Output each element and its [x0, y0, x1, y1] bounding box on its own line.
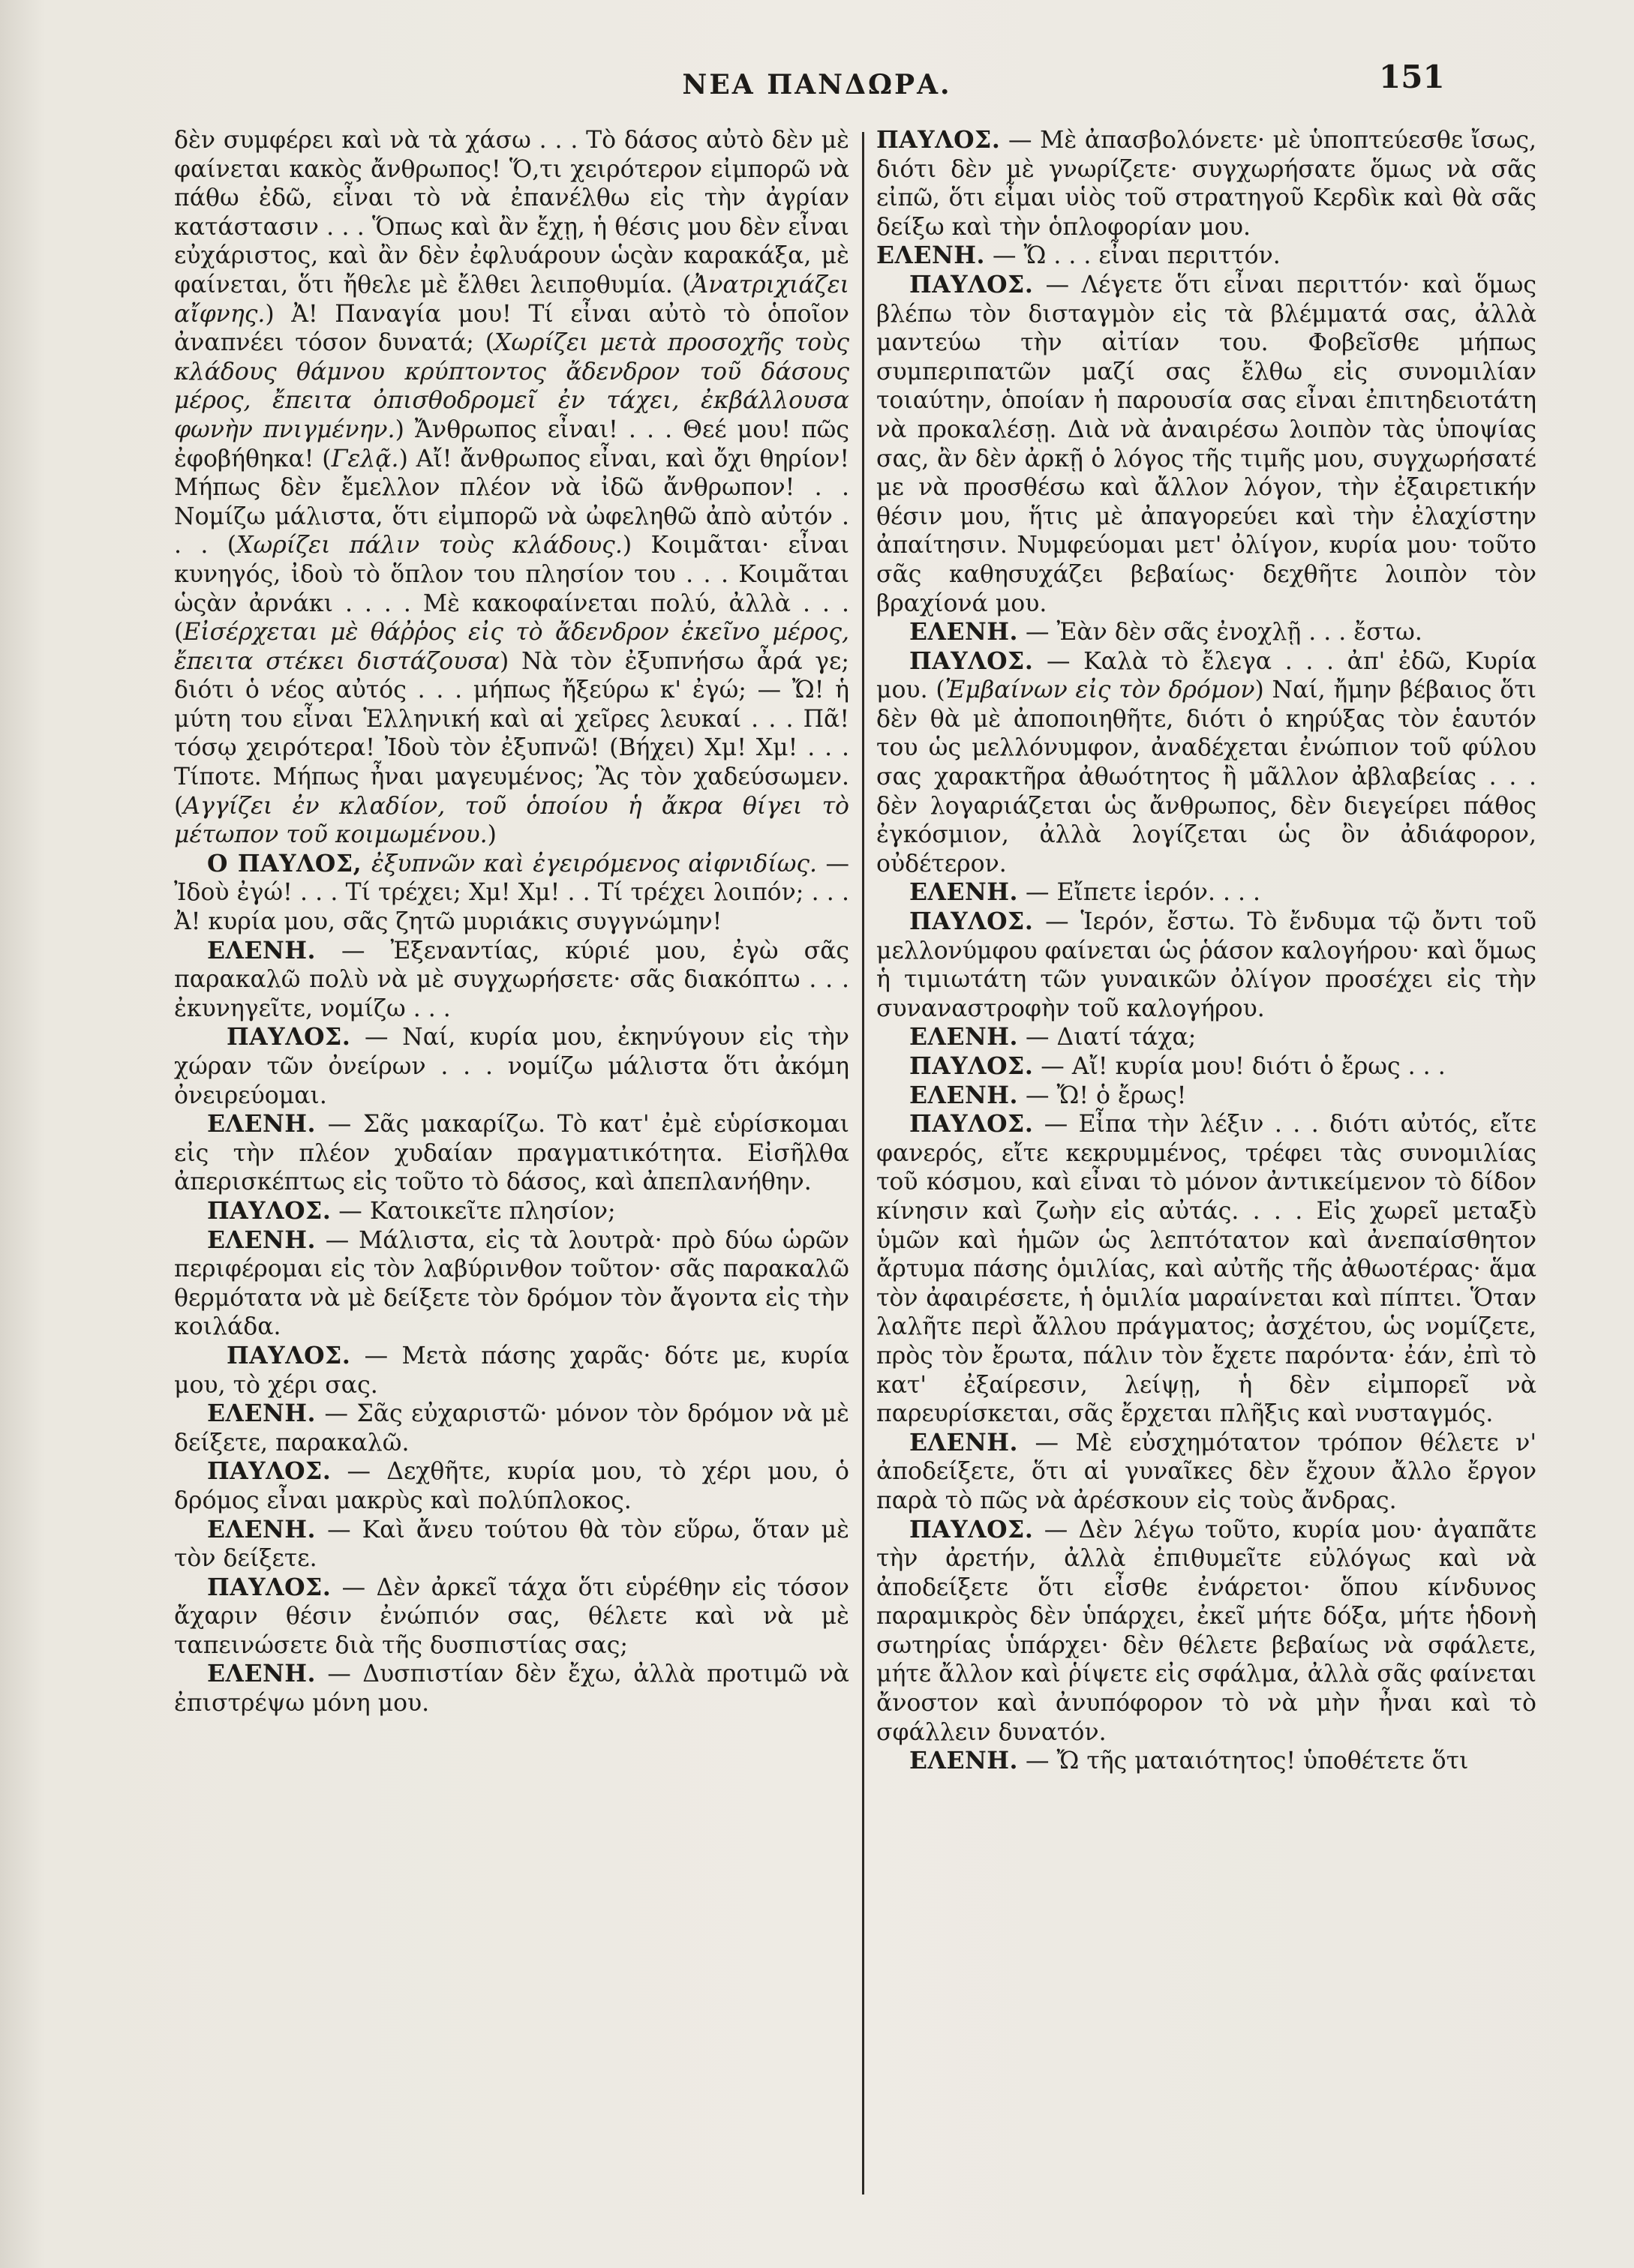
page-number: 151: [1379, 58, 1445, 95]
dialogue-text: — Ὤ τῆς ματαιότητος! ὑποθέτετε ὅτι: [1017, 1748, 1469, 1775]
speaker-name: ΠΑΥΛΟΣ.: [909, 1052, 1034, 1080]
dialogue-text: ) Κοιμᾶται· εἶναι κυνηγός, ἰδοὺ τὸ ὅπλον του πλησίον του . . . Κοιμᾶται ὡςὰν ἀρνάκι . . . . Μὲ κακοφαίνεται πολύ, ἀλλὰ . . . (: [174, 532, 849, 646]
speaker-name: ΕΛΕΝΗ.: [207, 1226, 316, 1254]
dialogue-text: — Εἴπετε ἱερόν. . . .: [1017, 879, 1261, 907]
dialogue-paragraph: [876, 126, 1536, 242]
dialogue-text: — Λέγετε ὅτι εἶναι περιττόν· καὶ ὅμως βλέπω τὸν δισταγμὸν εἰς τὰ βλέμματά σας, ἀλλὰ μαντεύω τὴν αἰτίαν του. Φοβεῖσθε μήπως συμπεριπατῶν μαζί σας ἔλθω εἰς συνομιλίαν τοιαύτην, ὁποίαν ἡ παρουσία σας εἶναι ἐπιτηδειοτάτη νὰ προκαλέσῃ. Διὰ νὰ ἀναιρέσω λοιπὸν τὰς ὑποψίας σας, ἂν δὲν ἀρκῇ ὁ λόγος τῆς τιμῆς μου, συγχωρήσατέ με νὰ προσθέσω καὶ ἄλλον λόγον, τὴν ἐξαιρετικήν θέσιν μου, ἥτις μὲ ἀπαγορεύει καὶ τὴν ἐλαχίστην ἀπαίτησιν. Νυμφεύομαι μετ' ὀλίγον, κυρία μου· τοῦτο σᾶς καθησυχάζει βεβαίως· δεχθῆτε λοιπὸν τὸν βραχίονά μου.: [876, 271, 1536, 617]
speaker-name: ΠΑΥΛΟΣ.: [876, 126, 1001, 154]
speaker-name: ΕΛΕΝΗ.: [207, 1400, 316, 1428]
speaker-name: ΠΑΥΛΟΣ.: [207, 1196, 332, 1225]
dialogue-paragraph: [876, 908, 1536, 1023]
dialogue-paragraph: [876, 647, 1536, 879]
stage-direction: Εἰσέρχεται μὲ θάῤῥος εἰς τὸ ἄδενδρον ἐκεῖνο μέρος, ἔπειτα στέκει διστάζουσα: [174, 619, 849, 675]
speaker-name: ΕΛΕΝΗ.: [207, 1515, 316, 1544]
dialogue-text: ): [487, 821, 497, 849]
dialogue-paragraph: [876, 1110, 1536, 1429]
running-header-title: ΝΕΑ ΠΑΝΔΩΡΑ.: [682, 69, 952, 100]
speaker-name: ΠΑΥΛΟΣ.: [207, 1457, 332, 1486]
speaker-name: ΕΛΕΝΗ.: [909, 878, 1018, 907]
speaker-name: ΠΑΥΛΟΣ.: [227, 1341, 351, 1370]
stage-direction: Χωρίζει πάλιν τοὺς κλάδους.: [236, 532, 623, 560]
speaker-name: ΕΛΕΝΗ.: [909, 1081, 1018, 1109]
dialogue-text: — Δεχθῆτε, κυρία μου, τὸ χέρι μου, ὁ δρόμος εἶναι μακρὺς καὶ πολύπλοκος.: [174, 1458, 849, 1514]
dialogue-text: — Μὲ ἀπασβολόνετε· μὲ ὑποπτεύεσθε ἴσως, διότι δὲν μὲ γνωρίζετε· συγχωρήσατε ὅμως νὰ σᾶς εἰπῶ, ὅτι εἶμαι υἱὸς τοῦ στρατηγοῦ Κερδὶκ καὶ θὰ σᾶς δείξω καὶ τὴν ὁπλοφορίαν μου.: [876, 127, 1536, 241]
dialogue-paragraph: [174, 1457, 849, 1515]
stage-direction: Αγγίζει ἐν κλαδίον, τοῦ ὁποίου ἡ ἄκρα θίγει τὸ μέτωπον τοῦ κοιμωμένου.: [174, 792, 849, 849]
stage-direction: Ἐμβαίνων εἰς τὸν δρόμον: [945, 676, 1255, 704]
dialogue-paragraph: [876, 242, 1536, 271]
dialogue-text: ) Αἴ! ἄνθρωπος εἶναι, καὶ ὄχι θηρίον! Μήπως δὲν ἔμελλον πλέον νὰ ἰδῶ ἄνθρωπον! . . Νομίζω μάλιστα, ὅτι εἰμπορῶ νὰ ὠφεληθῶ ἀπὸ αὐτόν . . . (: [174, 445, 849, 560]
stage-direction: ἐξυπνῶν καὶ ἐγειρόμενος αἰφνιδίως.: [371, 850, 818, 878]
dialogue-paragraph: [876, 271, 1536, 618]
dialogue-paragraph: [174, 1226, 849, 1342]
dialogue-text: — Δυσπιστίαν δὲν ἔχω, ἀλλὰ προτιμῶ νὰ ἐπιστρέψω μόνη μου.: [174, 1660, 849, 1718]
dialogue-text: — Σᾶς εὐχαριστῶ· μόνον τὸν δρόμον νὰ μὲ δείξετε, παρακαλῶ.: [174, 1400, 849, 1456]
speaker-name: ΠΑΥΛΟΣ.: [909, 1110, 1034, 1138]
dialogue-paragraph: [174, 126, 849, 850]
dialogue-paragraph: [174, 1110, 849, 1197]
speaker-name: ΕΛΕΝΗ.: [909, 1747, 1018, 1775]
speaker-name: ΠΑΥΛΟΣ.: [909, 908, 1034, 936]
stage-direction: Χωρίζει μετὰ προσοχῆς τοὺς κλάδους θάμνου κρύπτοντος ἄδενδρον τοῦ δάσους μέρος, ἔπειτα ὀπισθοδρομεῖ ἐν τάχει, ἐκβάλλουσα φωνὴν πνιγμένην.: [174, 329, 849, 443]
dialogue-text: — Μάλιστα, εἰς τὰ λουτρὰ· πρὸ δύω ὡρῶν περιφέρομαι εἰς τὸν λαβύρινθον τοῦτον· σᾶς παρακαλῶ θερμότατα νὰ μὲ δείξετε τὸν δρόμον τὸν ἄγοντα εἰς τὴν κοιλάδα.: [174, 1226, 849, 1341]
dialogue-paragraph: [174, 1342, 849, 1400]
speaker-name: ΕΛΕΝΗ.: [909, 1023, 1018, 1052]
dialogue-text: — Σᾶς μακαρίζω. Τὸ κατ' ἐμὲ εὑρίσκομαι εἰς τὴν πλέον χυδαίαν πραγματικότητα. Εἰσῆλθα ἀπερισκέπτως εἰς τοῦτο τὸ δάσος, καὶ ἀπεπλανήθην.: [174, 1111, 849, 1196]
dialogue-text: — Κατοικεῖτε πλησίον;: [331, 1197, 616, 1225]
dialogue-text: — Διατί τάχα;: [1017, 1024, 1197, 1052]
dialogue-paragraph: [876, 1082, 1536, 1111]
dialogue-text: — Εἶπα τὴν λέξιν . . . διότι αὐτός, εἴτε φανερός, εἴτε κεκρυμμένος, τρέφει τὰς συνομιλίας τοῦ κόσμου, καὶ εἶναι τὸ μόνον ἀντικείμενον τὸ δίδον κίνησιν καὶ ζωὴν εἰς αὐτάς. . . . Εἰς χωρεῖ μεταξὺ ὑμῶν καὶ ἡμῶν ὡς λεπτότατον καὶ ἀνεπαίσθητον ἄρτυμα πάσης ὁμιλίας, καὶ αὐτῆς τῆς ἀθωοτέρας· ἅμα τὸν ἀφαιρέσετε, ἡ ὁμιλία μαραίνεται καὶ πίπτει. Ὅταν λαλῆτε περὶ ἄλλου πράγματος; ἀσχέτου, ὡς νομίζετε, πρὸς τὸν ἔρωτα, πάλιν τὸν ἔχετε παρόντα· ἐάν, ἐπὶ τὸ κατ' ἐξαίρεσιν, λείψῃ, ἡ δὲν εἰμπορεῖ νὰ παρευρίσκεται, σᾶς ἔρχεται πλῆξις καὶ νυσταγμός.: [876, 1111, 1536, 1428]
dialogue-paragraph: [174, 850, 849, 937]
dialogue-text: ) Ἀ! Παναγία μου! Τί εἶναι αὐτὸ τὸ ὁποῖον ἀναπνέει τόσον δυνατά; (: [174, 300, 849, 357]
dialogue-paragraph: [174, 937, 849, 1024]
dialogue-paragraph: [876, 1023, 1536, 1052]
speaker-name: ΠΑΥΛΟΣ.: [909, 646, 1034, 675]
dialogue-text: — Ἰδοὺ ἐγώ! . . . Τί τρέχει; Χμ! Χμ! . . Τί τρέχει λοιπόν; . . . Ἀ! κυρία μου, σᾶς ζητῶ μυριάκις συγγνώμην!: [174, 850, 849, 936]
dialogue-paragraph: [174, 1660, 849, 1718]
dialogue-text: — Ναί, κυρία μου, ἐκηνύγουν εἰς τὴν χώραν τῶν ὀνείρων . . . νομίζω μάλιστα ὅτι ἀκόμη ὀνειρεύομαι.: [174, 1024, 849, 1109]
speaker-name: ΕΛΕΝΗ.: [207, 936, 316, 964]
dialogue-text: — Δὲν ἀρκεῖ τάχα ὅτι εὑρέθην εἰς τόσον ἄχαριν θέσιν ἐνώπιόν σας, θέλετε καὶ νὰ μὲ ταπεινώσετε διὰ τῆς δυσπιστίας σας;: [174, 1574, 849, 1659]
dialogue-text: — Μὲ εὐσχημότατον τρόπον θέλετε ν' ἀποδείξετε, ὅτι αἱ γυναῖκες δὲν ἔχουν ἄλλο ἔργον παρὰ τὸ πῶς νὰ ἀρέσκουν εἰς τοὺς ἄνδρας.: [876, 1429, 1536, 1514]
dialogue-text: δὲν συμφέρει καὶ νὰ τὰ χάσω . . . Τὸ δάσος αὐτὸ δὲν μὲ φαίνεται κακὸς ἄνθρωπος! Ὅ,τι χειρότερον εἰμπορῶ νὰ πάθω ἐδῶ, εἶναι τὸ νὰ ἐπανέλθω εἰς τὴν ἀγρίαν κατάστασιν . . . Ὅπως καὶ ἂν ἔχῃ, ἡ θέσις μου δὲν εἶναι εὐχάριστος, καὶ ἂν δὲν ἐφλυάρουν ὡςὰν καρακάξα, μὲ φαίνεται, ὅτι ἤθελε μὲ ἔλθει λειποθυμία. (: [174, 127, 849, 298]
speaker-name: ΕΛΕΝΗ.: [909, 618, 1018, 646]
dialogue-text: — Δὲν λέγω τοῦτο, κυρία μου· ἀγαπᾶτε τὴν ἀρετήν, ἀλλὰ ἐπιθυμεῖτε εὐλόγως καὶ νὰ ἀποδείξετε ὅτι εἶσθε ἐνάρετοι· ὅπου κίνδυνος παραμικρὸς δὲν ὑπάρχει, ἐκεῖ μήτε δόξα, μήτε ἡδονὴ σωτηρίας ὑπάρχει· δὲν θέλετε βεβαίως νὰ σφάλετε, μήτε ἄλλον καὶ ῥίψετε εἰς σφάλμα, ἀλλὰ σᾶς φαίνεται ἄνοστον καὶ ἀνυπόφορον τὸ νὰ μὴν ἦναι καὶ τὸ σφάλλειν δυνατόν.: [876, 1516, 1536, 1746]
dialogue-text: — Ἱερόν, ἔστω. Τὸ ἔνδυμα τῷ ὄντι τοῦ μελλονύμφου φαίνεται ὡς ῥάσον καλογήρου· καὶ ὅμως ἡ τιμιωτάτη τῶν γυναικῶν ὀλίγον προσέχει εἰς τὴν συναναστροφὴν τοῦ καλογήρου.: [876, 908, 1536, 1022]
dialogue-paragraph: [876, 1516, 1536, 1748]
speaker-name: ΕΛΕΝΗ.: [909, 1428, 1018, 1456]
dialogue-paragraph: [174, 1400, 849, 1457]
dialogue-text: — Μετὰ πάσης χαρᾶς· δότε με, κυρία μου, τὸ χέρι σας.: [174, 1342, 849, 1399]
dialogue-text: — Ὤ! ὁ ἔρως!: [1017, 1082, 1187, 1109]
speaker-name: Ο ΠΑΥΛΟΣ,: [207, 849, 371, 878]
speaker-name: ΕΛΕΝΗ.: [207, 1110, 316, 1138]
dialogue-paragraph: [876, 1052, 1536, 1082]
dialogue-text: ) Ναί, ἤμην βέβαιος ὅτι δὲν θὰ μὲ ἀποποιηθῆτε, διότι ὁ κηρύξας τὸν ἑαυτόν του ὡς μελλόνυμφον, ἀναδέχεται ἐνώπιον τοῦ φύλου σας χαρακτῆρα ἀθωότητος ἢ μᾶλλον ἀβλαβείας . . . δὲν λογαριάζεται ὡς ἄνθρωπος, δὲν διεγείρει πάθος ἐγκόσμιον, ἀλλὰ λογίζεται ὡς ὂν ἀδιάφορον, οὐδέτερον.: [876, 676, 1536, 878]
left-text-column: [174, 126, 849, 2241]
dialogue-text: — Αἴ! κυρία μου! διότι ὁ ἔρως . . .: [1033, 1053, 1446, 1080]
speaker-name: ΠΑΥΛΟΣ.: [909, 270, 1034, 298]
right-text-column: [876, 126, 1536, 2241]
column-divider-rule: [862, 132, 864, 2194]
dialogue-paragraph: [174, 1197, 849, 1226]
dialogue-text: — Ὤ . . . εἶναι περιττόν.: [984, 242, 1281, 270]
speaker-name: ΠΑΥΛΟΣ.: [227, 1023, 351, 1052]
speaker-name: ΕΛΕΝΗ.: [207, 1660, 316, 1688]
dialogue-text: — Ἐὰν δὲν σᾶς ἐνοχλῇ . . . ἔστω.: [1017, 619, 1422, 646]
stage-direction: Γελᾷ.: [331, 445, 399, 472]
stage-direction: Ἀνατριχιάζει αἴφνης.: [174, 271, 849, 328]
dialogue-text: — Καλὰ τὸ ἔλεγα . . . ἀπ' ἐδῶ, Κυρία μου. (: [876, 647, 1536, 704]
dialogue-paragraph: [876, 618, 1536, 647]
dialogue-paragraph: [174, 1516, 849, 1574]
dialogue-paragraph: [174, 1023, 849, 1110]
speaker-name: ΕΛΕΝΗ.: [876, 242, 985, 270]
dialogue-paragraph: [174, 1574, 849, 1660]
dialogue-paragraph: [876, 1747, 1536, 1776]
speaker-name: ΠΑΥΛΟΣ.: [909, 1515, 1034, 1544]
dialogue-text: — Καὶ ἄνευ τούτου θὰ τὸν εὕρω, ὅταν μὲ τὸν δείξετε.: [174, 1516, 849, 1573]
dialogue-text: — Ἐξεναντίας, κύριέ μου, ἐγὼ σᾶς παρακαλῶ πολὺ νὰ μὲ συγχωρήσετε· σᾶς διακόπτω . . . ἐκυνηγεῖτε, νομίζω . . .: [174, 937, 849, 1022]
dialogue-paragraph: [876, 1429, 1536, 1516]
speaker-name: ΠΑΥΛΟΣ.: [207, 1573, 332, 1601]
dialogue-text: ) Ἄνθρωπος εἶναι! . . . Θεέ μου! πῶς ἐφοβήθηκα! (: [174, 416, 849, 472]
dialogue-paragraph: [876, 878, 1536, 908]
dialogue-text: ) Νὰ τὸν ἐξυπνήσω ἆρά γε; διότι ὁ νέος αὐτός . . . μήπως ἤξεύρω κ' ἐγώ; — Ὤ! ἡ μύτη του εἶναι Ἑλληνική καὶ αἱ χεῖρες λευκαί . . . Πᾶ! τόσῳ χειρότερα! Ἰδοὺ τὸν ἐξυπνῶ! (Βήχει) Χμ! Χμ! . . . Τίποτε. Μήπως ἦναι μαγευμένος; Ἂς τὸν χαδεύσωμεν. (: [174, 647, 849, 820]
